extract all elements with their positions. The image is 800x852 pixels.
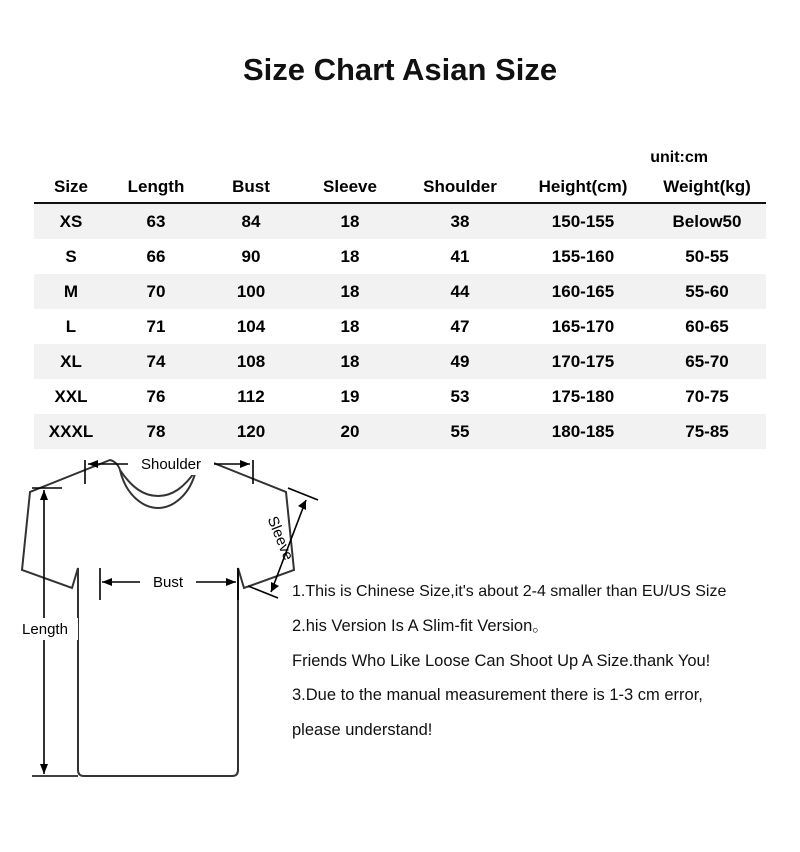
cell-shoulder: 38 — [450, 211, 470, 231]
note-line: Friends Who Like Loose Can Shoot Up A Size.thank You! — [292, 651, 711, 670]
cell-weight: 50-55 — [685, 246, 729, 266]
cell-length: 66 — [146, 246, 166, 266]
note-line: 2.his Version Is A Slim-fit Version。 — [292, 617, 549, 635]
table-row — [34, 274, 766, 309]
cell-sleeve: 19 — [340, 386, 360, 406]
table-row — [34, 239, 766, 274]
cell-weight: 75-85 — [685, 421, 729, 441]
cell-weight: Below50 — [672, 211, 742, 231]
cell-shoulder: 53 — [450, 386, 470, 406]
cell-size: M — [63, 281, 79, 301]
cell-weight: 60-65 — [685, 316, 729, 336]
cell-height: 170-175 — [551, 351, 615, 371]
cell-bust: 100 — [236, 281, 266, 301]
column-header-length: Length — [108, 172, 204, 203]
column-header-size: Size — [34, 172, 108, 203]
cell-shoulder: 41 — [450, 246, 470, 266]
cell-sleeve: 18 — [340, 246, 360, 266]
table-row — [34, 309, 766, 344]
cell-length: 63 — [146, 211, 166, 231]
cell-length: 78 — [146, 421, 166, 441]
cell-size: XXL — [54, 386, 88, 406]
cell-length: 71 — [146, 316, 166, 336]
table-header-row — [34, 172, 766, 203]
notes-block — [292, 582, 792, 755]
cell-sleeve: 20 — [340, 421, 360, 441]
unit-note: unit:cm — [650, 149, 708, 166]
tshirt-measurement-diagram — [0, 440, 340, 840]
cell-bust: 112 — [237, 386, 265, 406]
cell-bust: 120 — [236, 421, 266, 441]
cell-weight: 70-75 — [685, 386, 729, 406]
cell-bust: 90 — [241, 246, 261, 266]
cell-size: XL — [60, 351, 82, 371]
cell-length: 70 — [146, 281, 166, 301]
sleeve-label: Sleeve — [263, 513, 297, 563]
cell-shoulder: 44 — [450, 281, 470, 301]
size-table — [34, 172, 766, 449]
note-line: 3.Due to the manual measurement there is 1-3 cm error, — [292, 686, 703, 705]
cell-sleeve: 18 — [340, 211, 360, 231]
cell-size: XXXL — [48, 421, 94, 441]
cell-shoulder: 47 — [450, 316, 470, 336]
note-line: please understand! — [292, 720, 433, 739]
cell-height: 175-180 — [551, 386, 615, 406]
column-header-shoulder: Shoulder — [402, 172, 518, 203]
bust-label: Bust — [152, 574, 184, 591]
cell-weight: 65-70 — [685, 351, 729, 371]
cell-height: 165-170 — [551, 316, 615, 336]
cell-size: XS — [59, 211, 83, 231]
table-row — [34, 344, 766, 379]
cell-height: 180-185 — [551, 421, 615, 441]
column-header-bust: Bust — [204, 172, 298, 203]
cell-sleeve: 18 — [340, 351, 360, 371]
length-label: Length — [22, 621, 68, 638]
table-row — [34, 379, 766, 414]
shoulder-label: Shoulder — [140, 456, 202, 473]
column-header-weight: Weight(kg) — [648, 172, 766, 203]
size-chart-page — [0, 52, 800, 852]
cell-length: 74 — [146, 351, 166, 371]
cell-size: L — [65, 316, 77, 336]
cell-sleeve: 18 — [340, 316, 360, 336]
cell-bust: 104 — [236, 316, 266, 336]
column-header-height: Height(cm) — [518, 172, 648, 203]
cell-height: 150-155 — [551, 211, 615, 231]
cell-bust: 108 — [236, 351, 266, 371]
cell-height: 160-165 — [551, 281, 615, 301]
cell-sleeve: 18 — [340, 281, 360, 301]
page-title: Size Chart Asian Size — [242, 52, 558, 87]
cell-size: S — [65, 246, 77, 266]
cell-length: 76 — [146, 386, 166, 406]
note-line: 1.This is Chinese Size,it's about 2-4 smaller than EU/US Size — [292, 583, 727, 600]
cell-shoulder: 49 — [450, 351, 470, 371]
table-row — [34, 203, 766, 239]
column-header-sleeve: Sleeve — [298, 172, 402, 203]
cell-bust: 84 — [241, 211, 261, 231]
cell-height: 155-160 — [551, 246, 615, 266]
cell-weight: 55-60 — [685, 281, 729, 301]
cell-shoulder: 55 — [450, 421, 470, 441]
